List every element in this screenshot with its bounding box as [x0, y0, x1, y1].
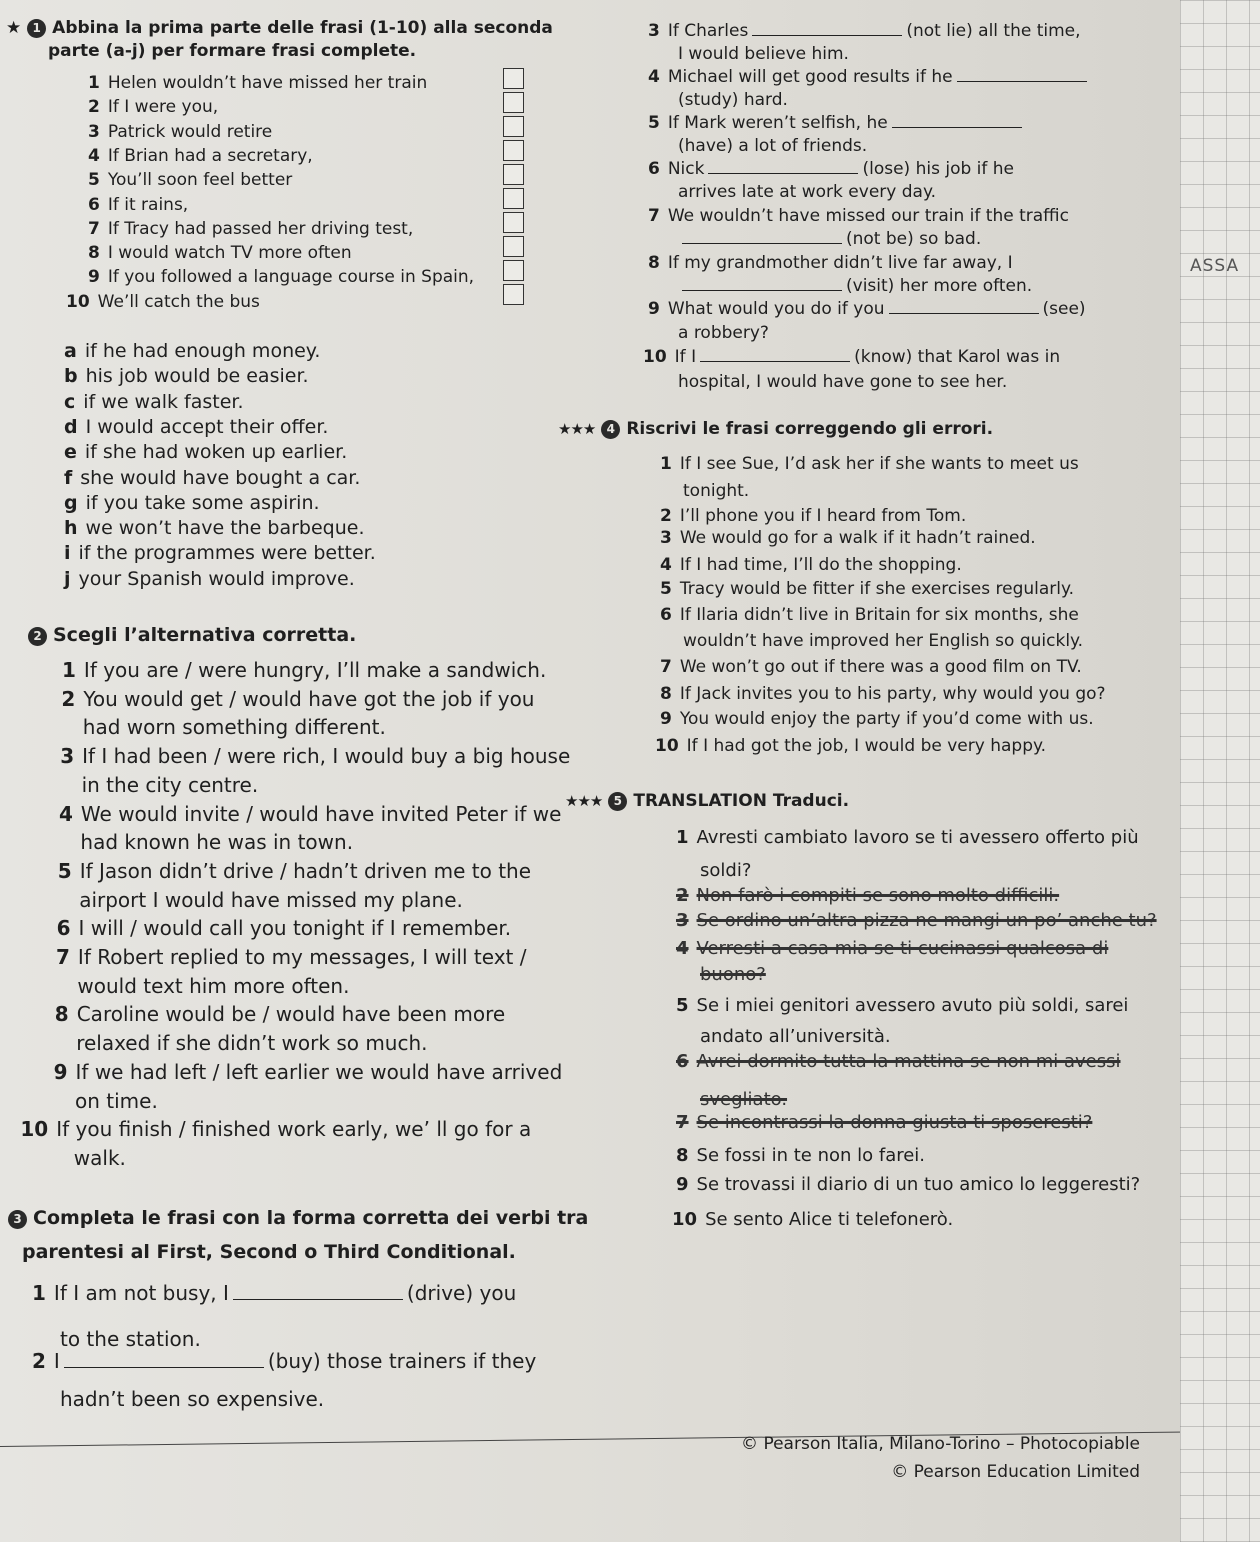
item-number: 5 — [660, 579, 672, 599]
answer-blank[interactable] — [700, 347, 850, 362]
ex1-answer — [64, 490, 320, 516]
ex3-badge: 3 — [8, 1210, 27, 1229]
ex1-item — [66, 291, 260, 313]
ex3-line — [678, 322, 769, 344]
item-number: 3 — [648, 21, 660, 41]
answer-box[interactable] — [503, 212, 524, 233]
answer-text: if we walk faster. — [83, 390, 244, 413]
ex3-title-line2: parentesi al First, Second o Third Conditional. — [22, 1241, 516, 1263]
ex2-line — [80, 829, 353, 855]
item-text: If I am not busy, I — [53, 1281, 229, 1305]
item-text: If Tracy had passed her driving test, — [107, 218, 414, 239]
item-hint: (buy) those trainers if they — [267, 1349, 537, 1373]
ex3-line — [648, 66, 1091, 88]
ex2-line — [59, 801, 561, 827]
item-text: airport I would have missed my plane. — [79, 887, 463, 912]
ex4-title: ★★★ 4 Riscrivi le frasi correggendo gli errori. — [558, 419, 994, 439]
item-number: 7 — [676, 1112, 689, 1133]
item-text: to the station. — [60, 1327, 201, 1351]
item-number: 1 — [676, 827, 689, 848]
item-hint: (see) — [1042, 299, 1086, 319]
item-text: You would get / would have got the job if you — [83, 686, 535, 711]
ex2-line — [77, 973, 349, 999]
answer-letter: j — [64, 567, 71, 590]
ex4-line — [683, 630, 1083, 652]
item-number: 4 — [59, 801, 73, 826]
item-number: 7 — [648, 206, 660, 226]
ex2-line — [82, 772, 259, 798]
item-number: 7 — [88, 218, 100, 239]
item-text: I would watch TV more often — [107, 243, 352, 264]
ex3-line — [648, 205, 1069, 227]
item-number: 3 — [88, 121, 100, 142]
answer-text: if he had enough money. — [84, 340, 321, 362]
item-number: 2 — [61, 686, 76, 711]
graph-paper — [1180, 0, 1260, 1542]
ex5-line — [700, 962, 766, 988]
item-number: 9 — [648, 299, 660, 319]
ex2-line — [79, 887, 463, 913]
ex1-item — [88, 121, 272, 143]
item-number: 10 — [655, 736, 679, 756]
item-text: soldi? — [700, 860, 752, 881]
item-text: hospital, I would have gone to see her. — [678, 372, 1008, 392]
ex1-answer — [64, 439, 347, 465]
item-text: If Brian had a secretary, — [107, 145, 313, 166]
item-text: If I — [674, 347, 697, 367]
item-text: had worn something different. — [82, 715, 386, 740]
item-text: If I had been / were rich, I would buy a big house — [82, 744, 571, 769]
item-hint: (not lie) all the time, — [906, 21, 1081, 41]
item-text: on time. — [75, 1088, 158, 1113]
item-number: 8 — [660, 684, 672, 704]
item-text: If Charles — [667, 21, 749, 41]
ex2-line — [75, 1088, 158, 1114]
item-text: If you are / were hungry, I’ll make a sandwich. — [83, 658, 547, 682]
ex1-answer — [64, 515, 365, 541]
answer-text: if she had woken up earlier. — [84, 441, 348, 464]
item-number: 4 — [88, 145, 100, 166]
ex5-line — [676, 825, 1139, 851]
ex3-line — [678, 89, 788, 111]
ex1-item — [88, 72, 427, 94]
ex2-line — [83, 714, 386, 740]
ex2-line — [62, 657, 546, 683]
copyright-line-1: © Pearson Italia, Milano-Torino – Photocopiable — [741, 1434, 1140, 1454]
difficulty-stars-icon: ★★★ — [558, 420, 596, 438]
item-text: We won’t go out if there was a good film on TV. — [679, 657, 1082, 677]
ex4-line — [660, 578, 1074, 600]
ex1-item — [88, 266, 474, 288]
item-hint: (know) that Karol was in — [854, 347, 1061, 367]
ex3-line — [648, 158, 1014, 180]
item-text: Se trovassi il diario di un tuo amico lo leggeresti? — [696, 1174, 1141, 1195]
item-hint: (drive) you — [406, 1281, 517, 1305]
answer-box[interactable] — [503, 140, 524, 161]
item-text: We would go for a walk if it hadn’t rained. — [679, 528, 1036, 548]
answer-letter: i — [64, 542, 71, 565]
item-number: 6 — [660, 605, 672, 625]
ex3-line — [678, 228, 981, 250]
ex2-title: 2 Scegli l’alternativa corretta. — [28, 622, 356, 648]
ex4-badge: 4 — [601, 420, 620, 439]
item-number: 5 — [648, 113, 660, 133]
ex5-title: ★★★ 5 TRANSLATION Traduci. — [565, 791, 850, 811]
item-number: 8 — [54, 1002, 69, 1027]
answer-text: she would have bought a car. — [80, 466, 361, 489]
ex1-item — [88, 194, 188, 216]
item-text: We would invite / would have invited Peter if we — [80, 801, 562, 826]
item-number: 1 — [32, 1281, 46, 1305]
item-number: 7 — [660, 657, 672, 677]
item-number: 5 — [57, 858, 72, 883]
item-text: Non farò i compiti se sono molto difficili. — [696, 885, 1060, 906]
item-text: Se sento Alice ti telefonerò. — [705, 1209, 954, 1230]
answer-letter: d — [64, 415, 78, 438]
margin-note: ASSA — [1190, 256, 1240, 276]
ex5-line — [672, 1207, 953, 1233]
ex3-line — [60, 1386, 324, 1412]
ex3-line — [648, 112, 1026, 134]
ex5-line — [676, 883, 1059, 909]
item-number: 6 — [676, 1051, 689, 1072]
item-number: 1 — [660, 454, 672, 474]
answer-box[interactable] — [503, 284, 524, 305]
item-text: If Ilaria didn’t live in Britain for six months, she — [679, 605, 1079, 625]
item-text: arrives late at work every day. — [678, 182, 936, 202]
ex1-answer — [64, 389, 244, 415]
answer-blank[interactable] — [892, 113, 1022, 128]
item-number: 8 — [676, 1145, 689, 1166]
item-number: 2 — [32, 1349, 46, 1373]
item-text: Se incontrassi la donna giusta ti sposeresti? — [696, 1112, 1093, 1133]
ex3-line — [678, 275, 1032, 297]
ex2-line — [61, 686, 534, 712]
item-text: If my grandmother didn’t live far away, I — [667, 253, 1013, 273]
item-number: 9 — [53, 1059, 68, 1084]
ex4-line — [660, 708, 1094, 730]
ex5-line — [676, 1143, 925, 1169]
item-text: If it rains, — [107, 194, 189, 215]
ex2-line — [76, 1030, 427, 1056]
ex2-line — [56, 944, 526, 970]
item-number: 4 — [648, 67, 660, 87]
ex1-title-line2: parte (a-j) per formare frasi complete. — [48, 41, 417, 61]
item-text: a robbery? — [678, 323, 769, 343]
ex1-answer — [64, 363, 309, 389]
item-text: If Robert replied to my messages, I will text / — [77, 945, 527, 969]
ex1-item — [88, 169, 292, 191]
item-text: If you followed a language course in Spain, — [107, 267, 475, 288]
item-text: Caroline would be / would have been more — [76, 1002, 506, 1027]
item-number: 10 — [20, 1117, 49, 1142]
item-number: 3 — [676, 910, 689, 931]
ex1-answer — [64, 414, 328, 440]
item-text: If I see Sue, I’d ask her if she wants to meet us — [679, 454, 1079, 474]
answer-text: if you take some aspirin. — [85, 491, 320, 514]
item-text: andato all’università. — [700, 1026, 891, 1047]
ex3-line — [32, 1348, 536, 1374]
ex2-line — [57, 915, 512, 941]
item-text: wouldn’t have improved her English so quickly. — [683, 631, 1084, 651]
ex3-line — [648, 298, 1086, 320]
item-hint: (visit) her more often. — [846, 276, 1033, 296]
item-text: (have) a lot of friends. — [678, 136, 868, 156]
ex3-line — [648, 20, 1081, 42]
item-text: svegliato. — [700, 1089, 788, 1110]
ex1-title: ★ 1 Abbina la prima parte delle frasi (1-10) alla seconda — [6, 18, 553, 38]
item-text: I will / would call you tonight if I remember. — [78, 916, 512, 941]
answer-blank[interactable] — [752, 21, 902, 36]
item-text: If Jason didn’t drive / hadn’t driven me to the — [79, 858, 532, 883]
item-text: Se i miei genitori avessero avuto più soldi, sarei — [696, 995, 1129, 1016]
ex1-badge: 1 — [27, 19, 46, 38]
item-text: If I had time, I’ll do the shopping. — [679, 555, 962, 575]
answer-box[interactable] — [503, 164, 524, 185]
answer-blank[interactable] — [889, 299, 1039, 314]
item-text: If I were you, — [107, 97, 219, 118]
item-number: 9 — [660, 709, 672, 729]
item-text: tonight. — [683, 481, 750, 501]
item-number: 4 — [660, 555, 672, 575]
answer-letter: f — [64, 466, 73, 489]
ex4-line — [660, 527, 1036, 549]
item-number: 10 — [672, 1209, 698, 1230]
ex1-item — [88, 218, 413, 240]
answer-blank[interactable] — [682, 276, 842, 291]
ex4-line — [660, 656, 1082, 678]
item-hint: (lose) his job if he — [862, 159, 1015, 179]
item-text: I would believe him. — [678, 44, 849, 64]
item-text: I’ll phone you if I heard from Tom. — [679, 506, 967, 526]
ex5-line — [676, 1049, 1121, 1075]
ex3-line — [678, 135, 867, 157]
ex1-answer — [64, 540, 376, 566]
item-text: If we had left / left earlier we would have arrived — [75, 1059, 563, 1084]
ex3-line — [678, 371, 1007, 393]
ex2-badge: 2 — [28, 627, 47, 646]
item-number: 4 — [676, 938, 689, 959]
item-text: walk. — [73, 1145, 126, 1170]
answer-blank[interactable] — [233, 1285, 403, 1300]
item-text: You would enjoy the party if you’d come with us. — [679, 709, 1094, 729]
item-number: 7 — [56, 945, 70, 969]
ex1-item — [88, 145, 313, 167]
item-text: Patrick would retire — [107, 121, 273, 142]
item-text: had known he was in town. — [80, 830, 354, 855]
answer-box[interactable] — [503, 116, 524, 137]
item-text: If you finish / finished work early, we’ ll go for a — [56, 1117, 532, 1142]
ex4-line — [660, 604, 1079, 626]
answer-blank[interactable] — [957, 67, 1087, 82]
answer-box[interactable] — [503, 68, 524, 89]
ex1-item — [88, 96, 218, 118]
difficulty-stars-icon: ★★★ — [565, 792, 603, 810]
item-text: Avrei dormito tutta la mattina se non mi avessi — [696, 1051, 1121, 1072]
item-number: 2 — [660, 506, 672, 526]
answer-letter: e — [64, 441, 77, 464]
item-hint: (not be) so bad. — [846, 229, 982, 249]
item-text: (study) hard. — [678, 90, 788, 110]
item-text: relaxed if she didn’t work so much. — [76, 1031, 428, 1056]
answer-text: his job would be easier. — [85, 365, 309, 388]
answer-blank[interactable] — [682, 229, 842, 244]
answer-text: we won’t have the barbeque. — [85, 517, 365, 540]
item-number: 9 — [88, 267, 100, 288]
item-text: Se fossi in te non lo farei. — [696, 1145, 926, 1166]
item-number: 8 — [648, 253, 660, 273]
item-number: 10 — [66, 291, 90, 312]
ex3-line — [32, 1280, 516, 1306]
ex4-line — [683, 480, 749, 502]
item-text: You’ll soon feel better — [107, 170, 293, 191]
answer-blank[interactable] — [64, 1353, 264, 1368]
item-text: would text him more often. — [77, 973, 350, 998]
answer-box[interactable] — [503, 188, 524, 209]
item-text: If I had got the job, I would be very happy. — [686, 736, 1047, 756]
answer-blank[interactable] — [708, 159, 858, 174]
ex4-line — [660, 453, 1079, 475]
answer-boxes — [503, 68, 524, 308]
item-text: buono? — [700, 964, 766, 985]
answer-box[interactable] — [503, 260, 524, 281]
item-text: Se ordino un’altra pizza ne mangi un po’ anche tu? — [696, 910, 1157, 931]
item-number: 6 — [56, 916, 71, 941]
item-text: If Mark weren’t selfish, he — [667, 113, 888, 133]
item-number: 2 — [676, 885, 689, 906]
ex2-line — [74, 1145, 126, 1171]
ex5-line — [676, 936, 1108, 962]
ex4-line — [660, 554, 962, 576]
ex1-answer — [64, 465, 360, 491]
ex5-line — [700, 1024, 891, 1050]
ex1-answer — [64, 338, 320, 364]
item-number: 1 — [88, 73, 100, 93]
ex2-line — [20, 1116, 531, 1142]
item-number: 10 — [643, 347, 667, 367]
item-text: Avresti cambiato lavoro se ti avessero offerto più — [696, 827, 1139, 848]
ex4-line — [660, 505, 966, 527]
item-text: Helen wouldn’t have missed her train — [107, 73, 428, 93]
item-number: 2 — [88, 97, 100, 118]
ex3-line — [643, 346, 1060, 368]
ex5-line — [676, 908, 1157, 934]
answer-box[interactable] — [503, 92, 524, 113]
ex3-line — [648, 252, 1013, 274]
item-number: 6 — [648, 159, 660, 179]
item-text: in the city centre. — [81, 772, 259, 797]
ex2-line — [55, 1001, 505, 1027]
item-text: We’ll catch the bus — [97, 291, 260, 312]
answer-letter: g — [64, 491, 78, 514]
item-number: 8 — [88, 243, 100, 264]
ex5-line — [676, 993, 1128, 1019]
answer-letter: a — [64, 340, 77, 362]
item-number: 3 — [660, 528, 672, 548]
answer-letter: h — [64, 517, 78, 540]
item-text: Tracy would be fitter if she exercises regularly. — [679, 579, 1075, 599]
answer-text: your Spanish would improve. — [78, 567, 355, 590]
item-text: Verresti a casa mia se ti cucinassi qualcosa di — [696, 938, 1109, 959]
ex3-title: 3 Completa le frasi con la forma corretta dei verbi tra — [8, 1205, 588, 1231]
item-text: I — [53, 1349, 60, 1373]
item-text: If Jack invites you to his party, why would you go? — [679, 684, 1106, 704]
ex1-answer — [64, 566, 355, 592]
answer-text: I would accept their offer. — [85, 415, 329, 438]
ex5-badge: 5 — [608, 792, 627, 811]
item-number: 9 — [676, 1174, 689, 1195]
ex5-line — [676, 1172, 1140, 1198]
ex3-line — [678, 181, 936, 203]
ex2-line — [54, 1059, 563, 1085]
ex5-line — [676, 1110, 1092, 1136]
ex5-line — [700, 858, 751, 884]
ex3-line — [678, 43, 849, 65]
copyright-line-2: © Pearson Education Limited — [891, 1462, 1140, 1482]
ex1-item — [88, 242, 352, 264]
ex4-line — [655, 735, 1046, 757]
item-text: Michael will get good results if he — [667, 67, 953, 87]
item-number: 1 — [62, 658, 76, 682]
item-text: What would you do if you — [667, 299, 885, 319]
ex4-line — [660, 683, 1106, 705]
answer-letter: b — [64, 365, 78, 388]
ex2-line — [60, 743, 570, 769]
ex2-line — [58, 858, 531, 884]
answer-text: if the programmes were better. — [78, 542, 376, 565]
item-number: 5 — [88, 170, 100, 191]
item-text: We wouldn’t have missed our train if the traffic — [667, 206, 1069, 226]
difficulty-star-icon: ★ — [6, 18, 22, 38]
answer-letter: c — [64, 390, 76, 413]
item-number: 6 — [88, 194, 100, 215]
item-number: 5 — [676, 995, 689, 1016]
item-text: hadn’t been so expensive. — [60, 1387, 325, 1411]
answer-box[interactable] — [503, 236, 524, 257]
item-text: Nick — [667, 159, 705, 179]
item-number: 3 — [60, 744, 75, 769]
